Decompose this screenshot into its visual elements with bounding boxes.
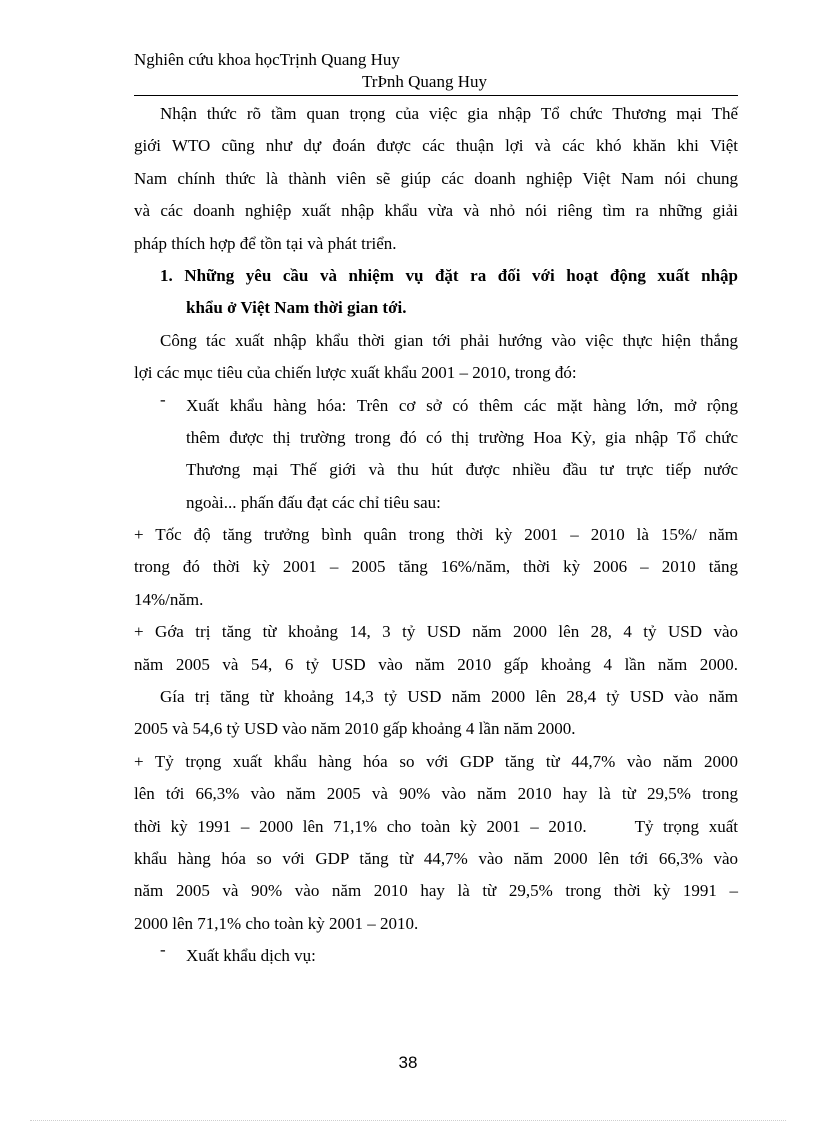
text-line: ngoài... phấn đấu đạt các chỉ tiêu sau: [186, 492, 441, 512]
running-header-author: TrÞnh Quang Huy [362, 72, 488, 91]
text-line: và các doanh nghiệp xuất nhập khẩu vừa và nhỏ nói riêng tìm ra những giải [134, 201, 738, 221]
text-line: Gía trị tăng từ khoảng 14,3 tỷ USD năm 2000 lên 28,4 tỷ USD vào năm [160, 687, 738, 707]
text-line: Xuất khẩu hàng hóa: Trên cơ sở có thêm các mặt hàng lớn, mở rộng [186, 395, 738, 415]
text-line: 2000 lên 71,1% cho toàn kỳ 2001 – 2010. [134, 913, 419, 933]
text-line: Nam chính thức là thành viên sẽ giúp các doanh nghiệp Việt Nam nói chung [134, 168, 738, 188]
paragraph-growth-rate [134, 519, 738, 616]
bullet-dash: - [160, 940, 166, 960]
text-line: năm 2005 và 54, 6 tỷ USD vào năm 2010 gấp khoảng 4 lần năm 2000. [134, 654, 738, 674]
text-line: khẩu hàng hóa so với GDP tăng từ 44,7% vào năm 2000 lên tới 66,3% vào [134, 848, 738, 868]
text-line: lên tới 66,3% vào năm 2005 và 90% vào năm 2010 hay là từ 29,5% trong [134, 784, 738, 804]
text-line: thời kỳ 1991 – 2000 lên 71,1% cho toàn kỳ 2001 – 2010. Tỷ trọng xuất [134, 816, 738, 836]
text-line: trong đó thời kỳ 2001 – 2005 tăng 16%/năm, thời kỳ 2006 – 2010 tăng [134, 557, 738, 577]
bullet-services-export [134, 940, 738, 972]
text-line: năm 2005 và 90% vào năm 2010 hay là từ 29,5% trong thời kỳ 1991 – [134, 881, 738, 901]
text-line: Thương mại Thế giới và thu hút được nhiều đầu tư trực tiếp nước [186, 460, 738, 480]
text-line: + Tỷ trọng xuất khẩu hàng hóa so với GDP tăng từ 44,7% vào năm 2000 [134, 751, 738, 771]
page-bottom-border [30, 1120, 786, 1121]
text-line: Nhận thức rõ tầm quan trọng của việc gia nhập Tổ chức Thương mại Thế [160, 104, 738, 123]
paragraph-intro [134, 98, 738, 260]
text-line: Xuất khẩu dịch vụ: [186, 946, 316, 966]
text-line: lợi các mục tiêu của chiến lược xuất khẩu 2001 – 2010, trong đó: [134, 363, 577, 383]
text-line: 2005 và 54,6 tỷ USD vào năm 2010 gấp khoảng 4 lần năm 2000. [134, 719, 576, 739]
text-line: + Gớa trị tăng từ khoảng 14, 3 tỷ USD năm 2000 lên 28, 4 tỷ USD vào [134, 622, 738, 642]
page-number: 38 [398, 1053, 418, 1072]
document-body [134, 98, 738, 973]
bullet-goods-export [134, 390, 738, 520]
text-line: + Tốc độ tăng trưởng bình quân trong thời kỳ 2001 – 2010 là 15%/ năm [134, 525, 738, 545]
paragraph-strategy [134, 325, 738, 390]
paragraph-value-b [134, 681, 738, 746]
heading-line: 1. Những yêu cầu và nhiệm vụ đặt ra đối với hoạt động xuất nhập [160, 265, 738, 285]
text-line: pháp thích hợp để tồn tại và phát triển. [134, 233, 397, 253]
text-line: giới WTO cũng như dự đoán được các thuận lợi và các khó khăn khi Việt [134, 136, 738, 156]
header-divider [134, 95, 738, 96]
section-heading [134, 260, 738, 325]
heading-line: khẩu ở Việt Nam thời gian tới. [186, 298, 407, 318]
paragraph-value-a [134, 616, 738, 681]
text-line: Công tác xuất nhập khẩu thời gian tới phải hướng vào việc thực hiện thắng [160, 330, 738, 350]
text-line: 14%/năm. [134, 589, 204, 609]
bullet-dash: - [160, 389, 166, 409]
paragraph-gdp-ratio [134, 746, 738, 940]
text-line: thêm được thị trường trong đó có thị trường Hoa Kỳ, gia nhập Tổ chức [186, 427, 738, 447]
running-header: Nghiên cứu khoa họcTrịnh Quang Huy [134, 50, 400, 69]
